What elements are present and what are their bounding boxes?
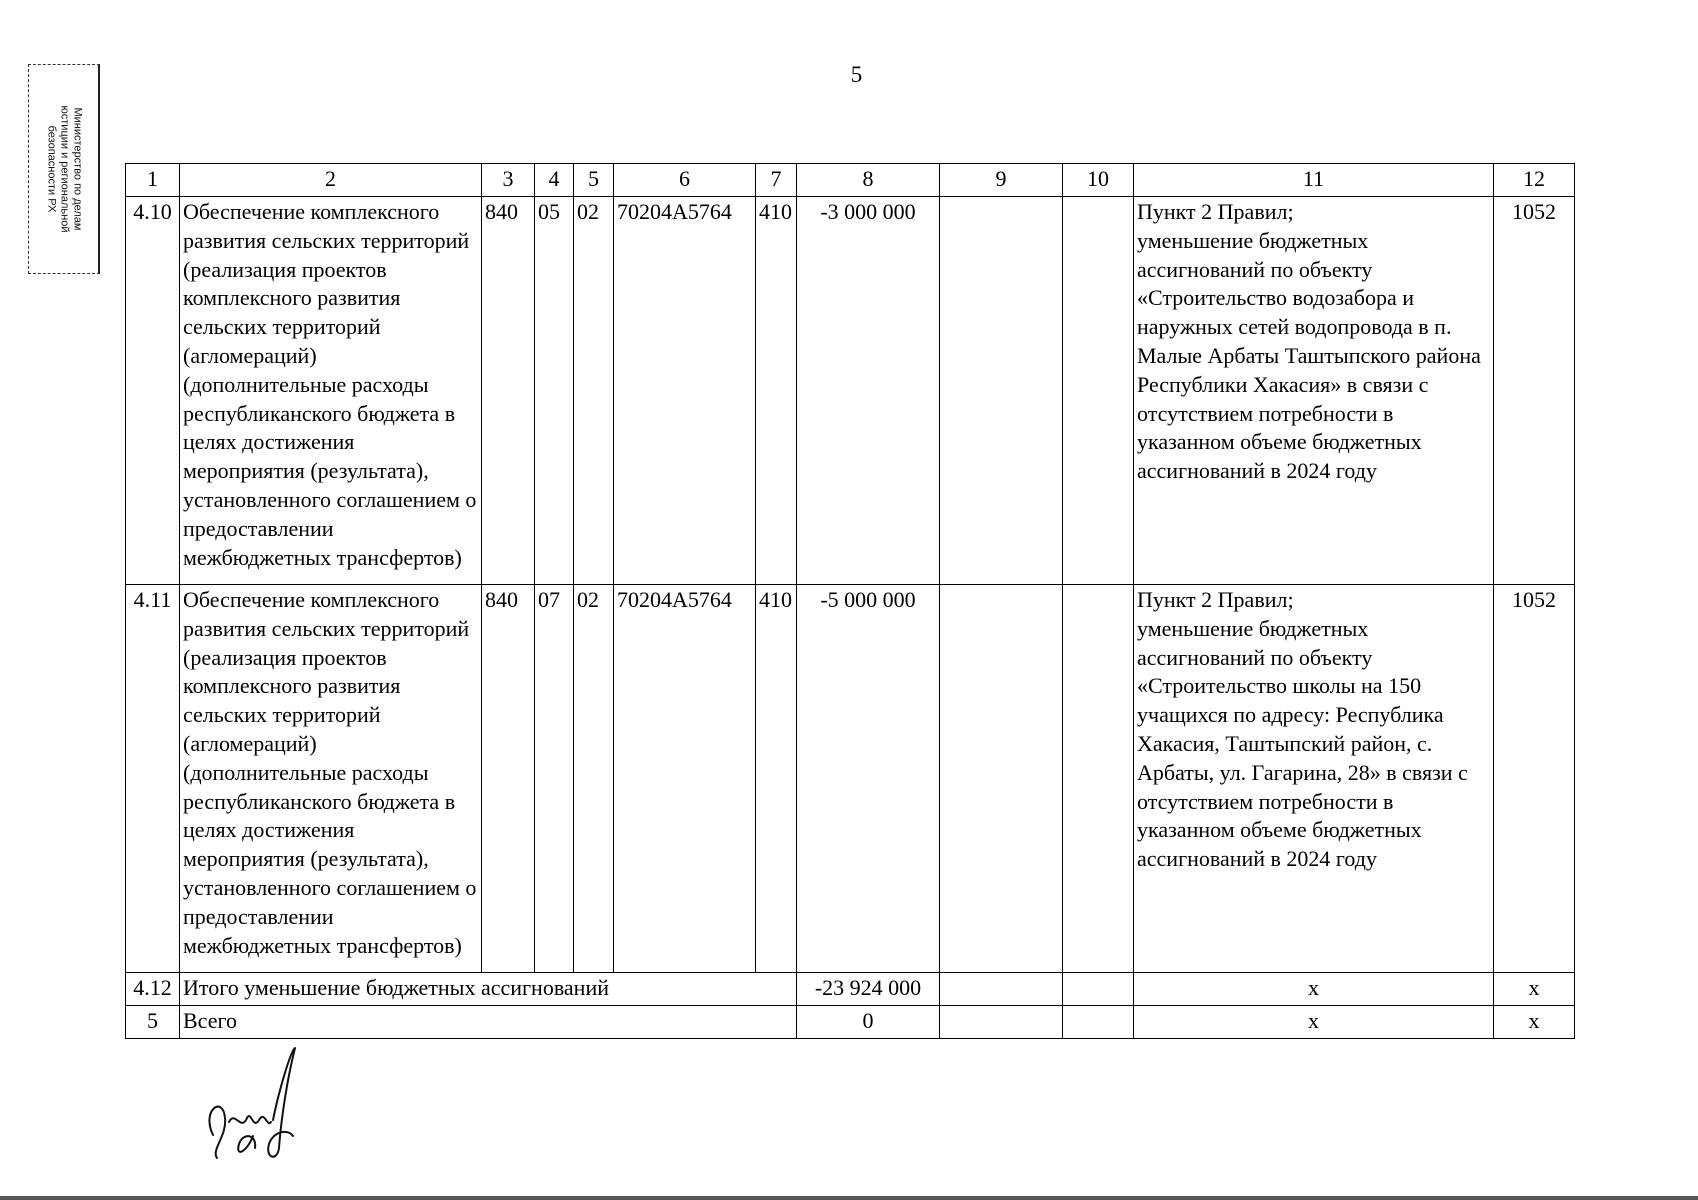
row-number: 4.12 [126, 973, 180, 1006]
table-row [126, 585, 1575, 973]
cell-col9 [940, 973, 1063, 1006]
row-number: 4.11 [126, 585, 180, 973]
cell-basis: Пункт 2 Правил; уменьшение бюджетных ассигнований по объекту «Строительство водозабора и наружных сетей водопровода в п. Малые Арбаты Таштыпского района Республики Хакасия» в связи с отсутствием потребности в указанном объеме бюджетных ассигнований в 2024 году [1134, 197, 1494, 585]
column-header: 11 [1134, 164, 1494, 197]
stamp-line: Министерство по делам [71, 107, 83, 231]
handwritten-signature [195, 1040, 315, 1165]
cell-col6: 70204А5764 [614, 197, 756, 585]
stamp-line: юстиции и региональной [58, 105, 70, 233]
registration-stamp [28, 64, 100, 274]
cell-col3: 840 [482, 585, 535, 973]
column-header: 9 [940, 164, 1063, 197]
cell-col4: 07 [535, 585, 574, 973]
page-bottom-edge [0, 1196, 1698, 1200]
cell-col7: 410 [756, 197, 797, 585]
column-header: 7 [756, 164, 797, 197]
row-number: 5 [126, 1006, 180, 1039]
cell-col12: 1052 [1494, 585, 1575, 973]
column-header: 1 [126, 164, 180, 197]
cell-basis: x [1134, 1006, 1494, 1039]
cell-col10 [1063, 973, 1134, 1006]
cell-col12: 1052 [1494, 197, 1575, 585]
column-header: 3 [482, 164, 535, 197]
cell-col3: 840 [482, 197, 535, 585]
summary-row [126, 973, 1575, 1006]
column-header: 8 [797, 164, 940, 197]
cell-amount: -5 000 000 [797, 585, 940, 973]
row-name: Обеспечение комплексного развития сельских территорий (реализация проектов комплексного развития сельских территорий (агломераций) (дополнительные расходы республиканского бюджета в целях достижения мероприятия (результата), установленного соглашением о предоставлении межбюджетных трансфертов) [180, 197, 482, 585]
cell-col9 [940, 1006, 1063, 1039]
row-number: 4.10 [126, 197, 180, 585]
cell-basis: x [1134, 973, 1494, 1006]
cell-col4: 05 [535, 197, 574, 585]
cell-col5: 02 [574, 585, 614, 973]
cell-col5: 02 [574, 197, 614, 585]
table-row [126, 197, 1575, 585]
column-header: 2 [180, 164, 482, 197]
summary-label: Итого уменьшение бюджетных ассигнований [180, 973, 797, 1006]
budget-allocation-table [125, 163, 1575, 1039]
column-header: 12 [1494, 164, 1575, 197]
cell-col9 [940, 197, 1063, 585]
cell-col9 [940, 585, 1063, 973]
table-header-row [126, 164, 1575, 197]
cell-amount: -3 000 000 [797, 197, 940, 585]
column-header: 4 [535, 164, 574, 197]
page-number: 5 [850, 62, 863, 87]
row-name: Обеспечение комплексного развития сельских территорий (реализация проектов комплексного развития сельских территорий (агломераций) (дополнительные расходы республиканского бюджета в целях достижения мероприятия (результата), установленного соглашением о предоставлении межбюджетных трансфертов) [180, 585, 482, 973]
column-header: 10 [1063, 164, 1134, 197]
column-header: 6 [614, 164, 756, 197]
cell-col7: 410 [756, 585, 797, 973]
stamp-line: безопасности РХ [45, 125, 57, 213]
cell-col12: x [1494, 973, 1575, 1006]
cell-col10 [1063, 585, 1134, 973]
cell-amount: -23 924 000 [797, 973, 940, 1006]
cell-col10 [1063, 1006, 1134, 1039]
cell-col10 [1063, 197, 1134, 585]
summary-row [126, 1006, 1575, 1039]
cell-col6: 70204А5764 [614, 585, 756, 973]
cell-basis: Пункт 2 Правил; уменьшение бюджетных ассигнований по объекту «Строительство школы на 150 учащихся по адресу: Республика Хакасия, Таштыпский район, с. Арбаты, ул. Гагарина, 28» в связи с отсутствием потребности в указанном объеме бюджетных ассигнований в 2024 году [1134, 585, 1494, 973]
cell-col12: x [1494, 1006, 1575, 1039]
column-header: 5 [574, 164, 614, 197]
cell-amount: 0 [797, 1006, 940, 1039]
summary-label: Всего [180, 1006, 797, 1039]
